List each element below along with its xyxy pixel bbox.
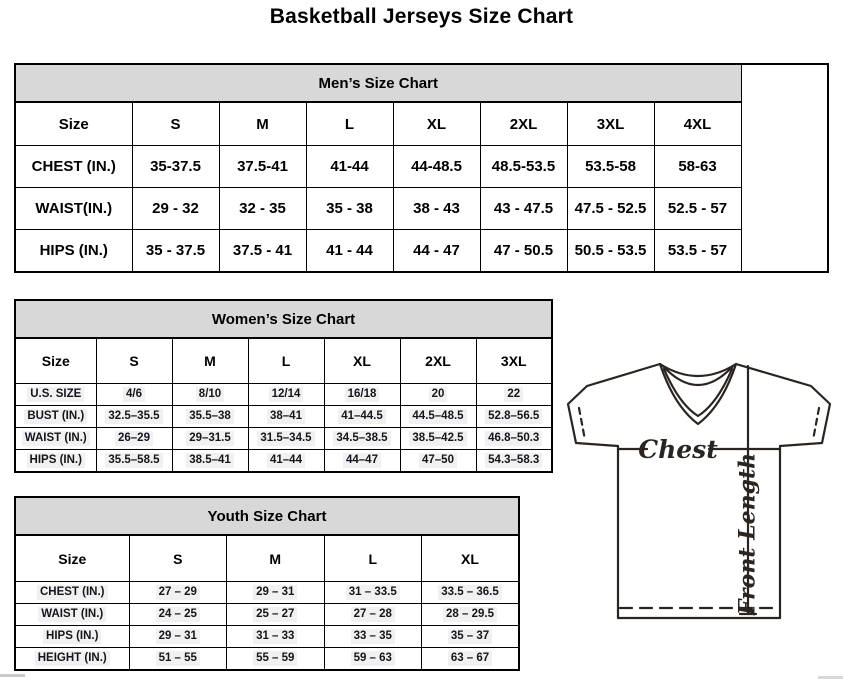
size-value-cell: 32 - 35 [219, 188, 306, 230]
jersey-diagram [556, 356, 843, 628]
size-col-header: Size [15, 102, 132, 146]
size-value-cell: 54.3–58.3 [476, 450, 552, 473]
size-col-header: Size [15, 338, 96, 384]
table-row [15, 428, 552, 450]
size-value-cell: 59 – 63 [324, 648, 422, 671]
size-value-cell: 47.5 - 52.5 [567, 188, 654, 230]
size-value-cell: 27 – 28 [324, 604, 422, 626]
youth-column-header-row [15, 535, 519, 582]
size-value-cell: 41–44.5 [324, 406, 400, 428]
size-value-cell: 44 - 47 [393, 230, 480, 273]
table-row [15, 146, 828, 188]
row-label: CHEST (IN.) [15, 146, 132, 188]
size-value-cell: 33 – 35 [324, 626, 422, 648]
row-label: WAIST(IN.) [15, 188, 132, 230]
womens-size-table [14, 299, 553, 473]
size-col-header: L [306, 102, 393, 146]
womens-table-title-row [15, 300, 552, 338]
size-value-cell: 41 - 44 [306, 230, 393, 273]
jersey-outline [568, 364, 830, 618]
row-label: HIPS (IN.) [15, 450, 96, 473]
row-label: HIPS (IN.) [15, 626, 129, 648]
row-label: U.S. SIZE [15, 384, 96, 406]
size-col-header: XL [324, 338, 400, 384]
size-col-header: S [129, 535, 227, 582]
row-label: WAIST (IN.) [15, 428, 96, 450]
size-value-cell: 35 - 37.5 [132, 230, 219, 273]
size-value-cell: 24 – 25 [129, 604, 227, 626]
row-label: CHEST (IN.) [15, 582, 129, 604]
mens-table-title-row [15, 64, 828, 102]
size-value-cell: 58-63 [654, 146, 741, 188]
chest-label: Chest [638, 434, 718, 464]
front-length-label: Front Length [734, 452, 761, 616]
table-row [15, 188, 828, 230]
size-value-cell: 43 - 47.5 [480, 188, 567, 230]
size-value-cell: 20 [400, 384, 476, 406]
size-value-cell: 26–29 [96, 428, 172, 450]
mens-column-header-row [15, 102, 828, 146]
size-value-cell: 41-44 [306, 146, 393, 188]
size-value-cell: 37.5-41 [219, 146, 306, 188]
size-value-cell: 31 – 33.5 [324, 582, 422, 604]
right-sleeve-stitch [813, 408, 819, 440]
partial-element-bottom-left [0, 674, 25, 677]
size-value-cell: 12/14 [248, 384, 324, 406]
size-value-cell: 44-48.5 [393, 146, 480, 188]
youth-size-table [14, 496, 520, 671]
row-label: BUST (IN.) [15, 406, 96, 428]
size-col-header: 3XL [476, 338, 552, 384]
womens-column-header-row [15, 338, 552, 384]
size-value-cell: 47–50 [400, 450, 476, 473]
size-value-cell: 38 - 43 [393, 188, 480, 230]
size-col-header: XL [393, 102, 480, 146]
size-value-cell: 38.5–41 [172, 450, 248, 473]
size-value-cell: 31 – 33 [227, 626, 325, 648]
youth-table-title-row [15, 497, 519, 535]
table-row [15, 450, 552, 473]
table-row [15, 604, 519, 626]
table-row [15, 626, 519, 648]
size-value-cell: 37.5 - 41 [219, 230, 306, 273]
left-sleeve-stitch [579, 408, 585, 440]
size-value-cell: 44–47 [324, 450, 400, 473]
size-col-header: L [324, 535, 422, 582]
size-value-cell: 51 – 55 [129, 648, 227, 671]
size-value-cell: 8/10 [172, 384, 248, 406]
size-col-header: L [248, 338, 324, 384]
size-value-cell: 52.8–56.5 [476, 406, 552, 428]
row-label: HEIGHT (IN.) [15, 648, 129, 671]
size-col-header: XL [422, 535, 520, 582]
size-value-cell: 63 – 67 [422, 648, 520, 671]
size-value-cell: 16/18 [324, 384, 400, 406]
size-value-cell: 31.5–34.5 [248, 428, 324, 450]
table-row [15, 648, 519, 671]
size-value-cell: 52.5 - 57 [654, 188, 741, 230]
size-value-cell: 29 – 31 [227, 582, 325, 604]
size-value-cell: 35 - 38 [306, 188, 393, 230]
size-col-header: S [132, 102, 219, 146]
size-value-cell: 53.5-58 [567, 146, 654, 188]
youth-table-title: Youth Size Chart [15, 497, 519, 535]
size-value-cell: 35-37.5 [132, 146, 219, 188]
size-col-header: 2XL [480, 102, 567, 146]
size-col-header: S [96, 338, 172, 384]
size-value-cell: 22 [476, 384, 552, 406]
size-value-cell: 41–44 [248, 450, 324, 473]
size-value-cell: 55 – 59 [227, 648, 325, 671]
size-col-header: M [172, 338, 248, 384]
size-value-cell: 53.5 - 57 [654, 230, 741, 273]
size-value-cell: 29–31.5 [172, 428, 248, 450]
size-col-header: 2XL [400, 338, 476, 384]
size-col-header: 4XL [654, 102, 741, 146]
size-col-header: 3XL [567, 102, 654, 146]
mens-table-title: Men’s Size Chart [15, 64, 741, 102]
size-value-cell: 47 - 50.5 [480, 230, 567, 273]
row-label: WAIST (IN.) [15, 604, 129, 626]
size-value-cell: 48.5-53.5 [480, 146, 567, 188]
size-col-header: M [219, 102, 306, 146]
size-value-cell: 4/6 [96, 384, 172, 406]
table-row [15, 230, 828, 273]
size-value-cell: 32.5–35.5 [96, 406, 172, 428]
size-value-cell: 33.5 – 36.5 [422, 582, 520, 604]
table-row [15, 406, 552, 428]
size-value-cell: 29 - 32 [132, 188, 219, 230]
size-col-header: Size [15, 535, 129, 582]
row-label: HIPS (IN.) [15, 230, 132, 273]
table-row [15, 384, 552, 406]
size-value-cell: 50.5 - 53.5 [567, 230, 654, 273]
table-row [15, 582, 519, 604]
size-value-cell: 27 – 29 [129, 582, 227, 604]
size-value-cell: 25 – 27 [227, 604, 325, 626]
size-value-cell: 38–41 [248, 406, 324, 428]
mens-size-table [14, 63, 829, 273]
size-col-header: M [227, 535, 325, 582]
size-value-cell: 44.5–48.5 [400, 406, 476, 428]
womens-table-title: Women’s Size Chart [15, 300, 552, 338]
size-value-cell: 35.5–58.5 [96, 450, 172, 473]
size-value-cell: 38.5–42.5 [400, 428, 476, 450]
size-value-cell: 28 – 29.5 [422, 604, 520, 626]
size-value-cell: 35 – 37 [422, 626, 520, 648]
size-value-cell: 35.5–38 [172, 406, 248, 428]
size-value-cell: 46.8–50.3 [476, 428, 552, 450]
size-value-cell: 29 – 31 [129, 626, 227, 648]
size-value-cell: 34.5–38.5 [324, 428, 400, 450]
page-title: Basketball Jerseys Size Chart [269, 5, 574, 28]
